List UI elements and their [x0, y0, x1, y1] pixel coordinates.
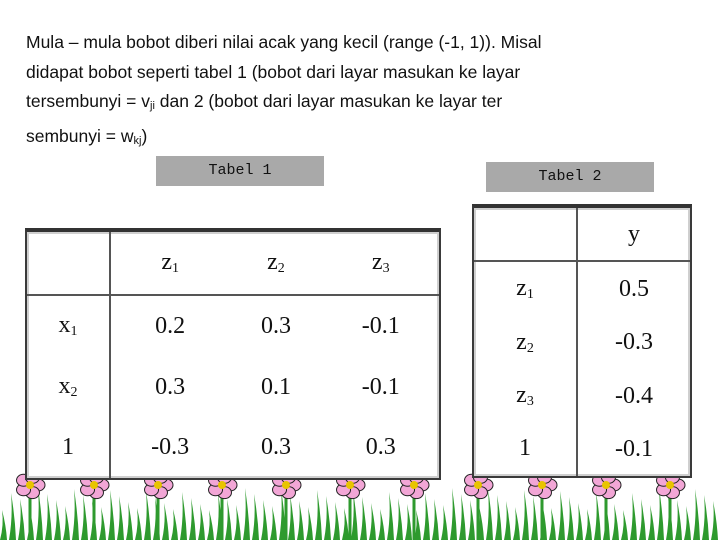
table1-header-z3: $z_3$: [323, 232, 439, 295]
grass-blade: [288, 495, 295, 540]
grass-blade: [621, 510, 628, 540]
grass-blade: [306, 507, 313, 540]
table-row: [27, 295, 439, 358]
table1-header-row: [27, 232, 439, 295]
table1-cell: -0.3: [151, 434, 190, 461]
table-row: [27, 417, 439, 478]
grass-blade: [81, 495, 88, 540]
grass-blade: [270, 506, 277, 540]
grass-blade: [63, 506, 70, 540]
table1-cell: 0.3: [155, 373, 186, 400]
flower-center: [90, 481, 98, 489]
grass-blade: [639, 499, 646, 540]
table-row: [27, 357, 439, 417]
grass-blade: [378, 509, 385, 540]
table1-caption: Tabel 1: [156, 156, 324, 186]
paragraph-line-1: Mula – mula bobot diberi nilai acak yang kecil (range (-1, 1)). Misal: [26, 32, 542, 52]
paragraph-line-4: [26, 122, 706, 157]
grass-blade: [99, 507, 106, 540]
flower-group: [0, 471, 718, 540]
table2-row-label: $z_2$: [474, 316, 577, 369]
flower-center: [282, 481, 290, 489]
grass-blade: [684, 506, 691, 540]
grass-blade: [441, 505, 448, 540]
grass-blade: [189, 498, 196, 540]
grass-blade: [333, 502, 340, 540]
flower-center: [26, 481, 34, 489]
table2-header-row: [474, 208, 690, 261]
grass-blade: [576, 503, 583, 540]
grass-blade: [243, 488, 250, 540]
grass-blade: [324, 496, 331, 540]
grass-blade: [261, 500, 268, 540]
grass-blade: [225, 499, 232, 540]
flower-center: [410, 481, 418, 489]
grass-blade: [198, 504, 205, 540]
grass-blade: [72, 489, 79, 540]
description-paragraph: [26, 28, 706, 156]
table1-cell: 0.1: [260, 373, 291, 400]
grass-blade: [0, 510, 7, 540]
table1-row-label: $x_2$: [27, 357, 110, 417]
grass-blade: [252, 494, 259, 540]
table2-row-label: 1: [474, 423, 577, 476]
line3-text-a: tersembunyi = v: [26, 91, 151, 111]
grass-blade: [693, 489, 700, 540]
table2: [472, 204, 692, 478]
grass-blade: [567, 497, 574, 540]
table2-header-y: y: [577, 208, 690, 261]
grass-blade: [459, 494, 466, 540]
flower-center: [346, 481, 354, 489]
grass-blade: [711, 501, 718, 540]
line4-subscript: kj: [133, 134, 142, 147]
table-row: [474, 369, 690, 422]
line3-text-b: dan 2 (bobot dari layar masukan ke layar ter: [154, 91, 503, 111]
grass-blade: [342, 508, 349, 540]
grass-blade: [495, 495, 502, 540]
grass-blade: [450, 488, 457, 540]
table2-cell: -0.4: [615, 382, 653, 409]
table2-cell: 0.5: [619, 275, 649, 302]
grass-blade: [423, 493, 430, 540]
grass-blade: [549, 508, 556, 540]
grass-blade: [18, 499, 25, 540]
flower-center: [538, 481, 546, 489]
grass-blade: [54, 500, 61, 540]
table2-cell: -0.3: [615, 329, 653, 356]
grass-blade: [630, 493, 637, 540]
grass-blade: [468, 500, 475, 540]
grass-blade: [117, 496, 124, 540]
table2-caption: Tabel 2: [486, 162, 654, 192]
grass-blade: [207, 510, 214, 540]
grass-blade: [171, 509, 178, 540]
table1-corner-cell: [27, 232, 110, 295]
table2-cell: -0.1: [615, 435, 653, 462]
grass-blade: [558, 491, 565, 540]
grass-blade: [432, 499, 439, 540]
grass-blade: [504, 501, 511, 540]
flower-center: [218, 481, 226, 489]
grass-blade: [180, 492, 187, 540]
table1-cell: 0.3: [365, 434, 396, 461]
grass-blade: [360, 497, 367, 540]
flower-center: [474, 481, 482, 489]
grass-blade: [144, 491, 151, 540]
grass-blade: [234, 505, 241, 540]
line4-text-a: sembunyi = w: [26, 125, 134, 146]
paragraph-line-3: [26, 87, 706, 122]
table1-cell: 0.3: [260, 434, 291, 461]
grass-blade: [45, 494, 52, 540]
grass-blade: [315, 490, 322, 540]
grass-blade: [126, 502, 133, 540]
table-row: [474, 316, 690, 369]
flower-center: [602, 481, 610, 489]
grass-blade: [594, 492, 601, 540]
grass-blade: [513, 507, 520, 540]
grass-blade: [702, 495, 709, 540]
grass-blade: [531, 496, 538, 540]
table2-row-label: $z_1$: [474, 261, 577, 316]
table1-row-label: $x_1$: [27, 295, 110, 358]
grass-blade: [387, 492, 394, 540]
line3-subscript: ji: [150, 100, 155, 112]
table1-cell: 0.2: [155, 312, 186, 339]
table1: [25, 228, 441, 480]
table1-header-z1: $z_1$: [110, 232, 229, 295]
grass-blade: [585, 509, 592, 540]
paragraph-line-2: didapat bobot seperti tabel 1 (bobot dari layar masukan ke layar: [26, 61, 521, 82]
grass-blade: [612, 504, 619, 540]
table2-corner-cell: [474, 208, 577, 261]
table2-row-label: $z_3$: [474, 369, 577, 422]
flower-center: [666, 481, 674, 489]
table1-cell: -0.1: [361, 373, 400, 400]
line4-text-b: ): [141, 125, 148, 146]
grass-blade: [108, 490, 115, 540]
table-row: [474, 261, 690, 316]
table1-cell: -0.1: [361, 312, 400, 339]
table-row: [474, 423, 690, 476]
grass-blade: [396, 498, 403, 540]
table1-cell: 0.3: [260, 312, 291, 339]
grass-blade: [486, 489, 493, 540]
grass-blade: [648, 505, 655, 540]
grass-blade: [9, 493, 16, 540]
table1-row-label: 1: [27, 417, 110, 478]
grass-blade: [162, 503, 169, 540]
flower-center: [154, 481, 162, 489]
grass-blade: [405, 504, 412, 540]
grass-blade: [135, 508, 142, 540]
grass-blade: [675, 500, 682, 540]
grass-blade: [522, 490, 529, 540]
grass-blade: [297, 501, 304, 540]
table1-header-z2: $z_2$: [229, 232, 322, 295]
grass-blade: [369, 503, 376, 540]
